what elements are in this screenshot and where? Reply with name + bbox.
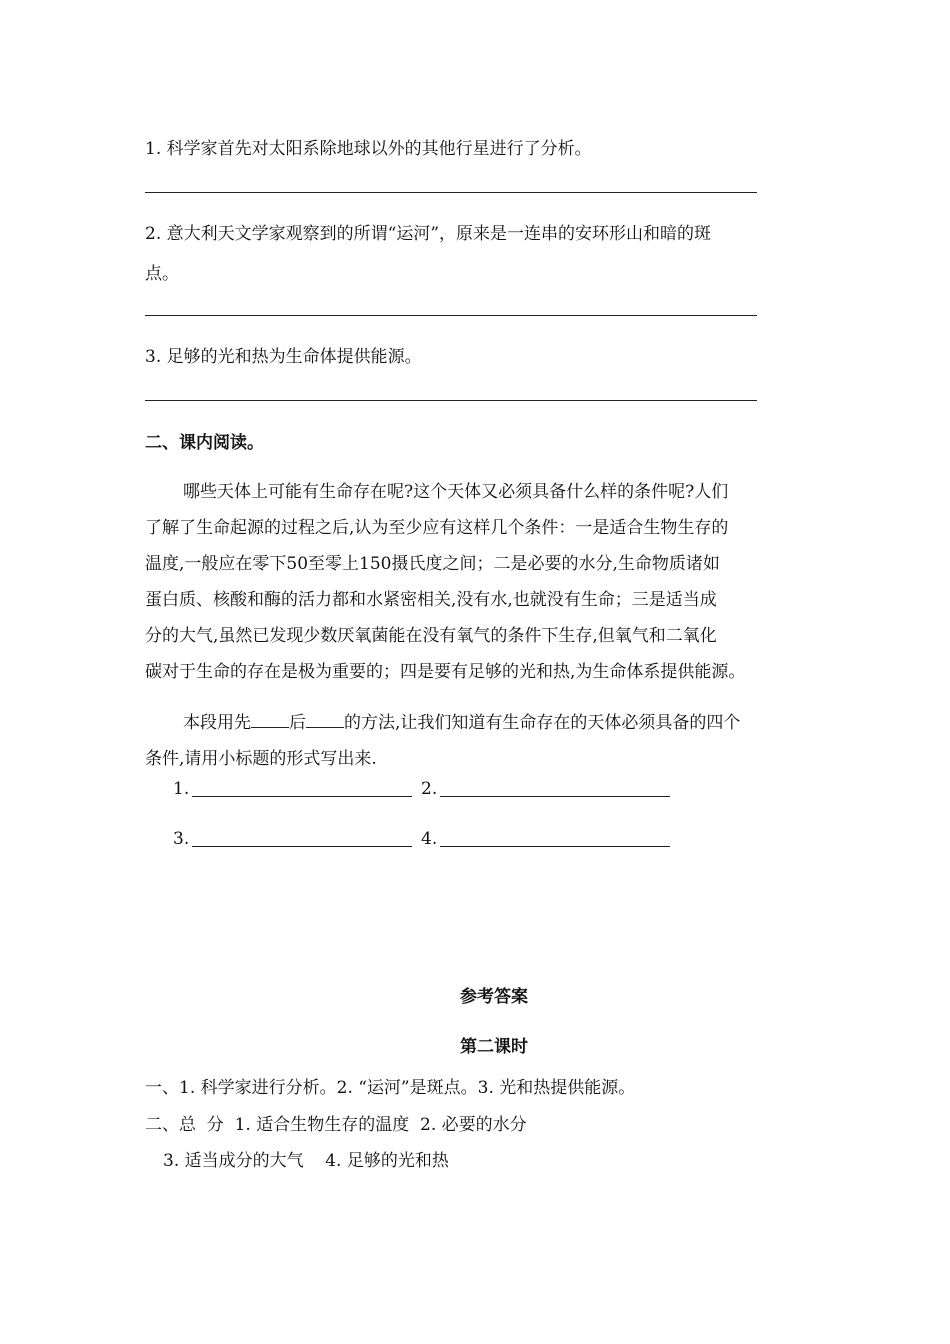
blank-label-1: 1. [173,779,190,799]
passage-line: 了解了生命起源的过程之后,认为至少应有这样几个条件：一是适合生物生存的 [145,518,729,538]
item-2-text-line1: 2. 意大利天文学家观察到的所谓“运河”，原来是一连串的安环形山和暗的斑 [145,224,712,244]
blank-line-2[interactable] [440,796,670,797]
answers-line-1: 一、1. 科学家进行分析。2. “运河”是斑点。3. 光和热提供能源。 [145,1078,636,1098]
blank-label-3: 3. [173,829,190,849]
item-3-text: 3. 足够的光和热为生命体提供能源。 [145,347,422,367]
item-2-text-line2: 点。 [145,264,179,284]
answers-title: 参考答案 [460,987,528,1007]
blank-line-1[interactable] [192,796,412,797]
answers-line-3: 3. 适当成分的大气 4. 足够的光和热 [163,1151,449,1171]
question-line-2: 条件,请用小标题的形式写出来. [145,749,377,769]
answer-line-1 [145,192,757,193]
blank-line-3[interactable] [192,846,412,847]
answers-line-2: 二、总 分 1. 适合生物生存的温度 2. 必要的水分 [145,1115,527,1135]
question-line-1 [183,708,740,733]
passage-line: 碳对于生命的存在是极为重要的；四是要有足够的光和热,为生命体系提供能源。 [145,662,746,682]
blank-label-4: 4. [421,829,438,849]
question-text: 本段用先 [183,713,251,733]
passage-line: 蛋白质、核酸和酶的活力都和水紧密相关,没有水,也就没有生命；三是适当成 [145,590,717,610]
question-text: 后 [289,713,306,733]
item-1-text: 1. 科学家首先对太阳系除地球以外的其他行星进行了分析。 [145,139,592,159]
blank-line-4[interactable] [440,846,670,847]
answer-line-3 [145,400,757,401]
answer-line-2 [145,315,757,316]
blank-label-2: 2. [421,779,438,799]
fill-blank-1[interactable] [251,710,289,728]
question-text: 的方法,让我们知道有生命存在的天体必须具备的四个 [344,713,741,733]
answers-subtitle: 第二课时 [460,1037,528,1057]
fill-blank-2[interactable] [306,710,344,728]
passage-line: 分的大气,虽然已发现少数厌氧菌能在没有氧气的条件下生存,但氧气和二氧化 [145,626,717,646]
passage-line: 温度,一般应在零下50至零上150摄氏度之间；二是必要的水分,生命物质诸如 [145,554,720,574]
passage-line: 哪些天体上可能有生命存在呢?这个天体又必须具备什么样的条件呢?人们 [183,482,729,502]
section-heading: 二、课内阅读。 [145,433,264,453]
